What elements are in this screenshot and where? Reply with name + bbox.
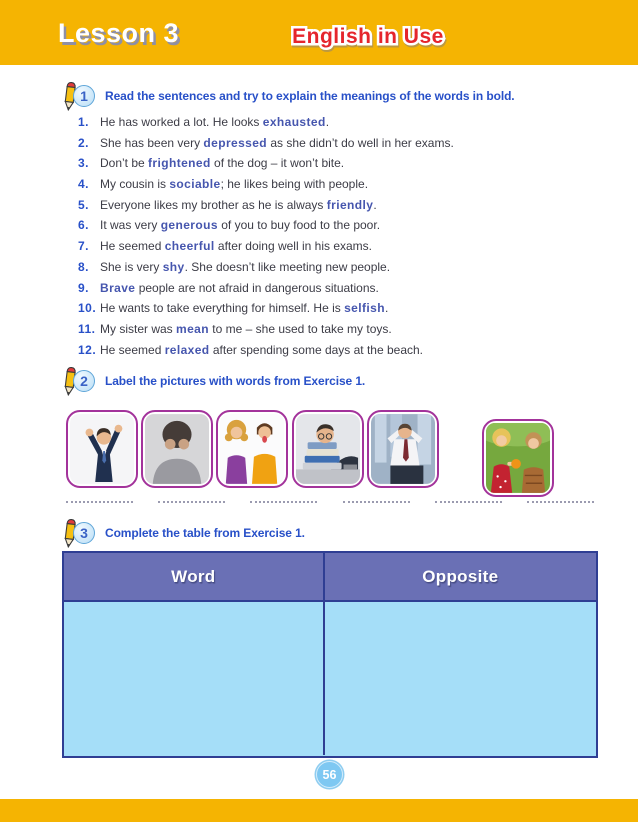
photo-cheering-man [66,410,138,488]
table-header-word: Word [64,553,325,600]
vocab-word-bold: sociable [169,177,221,192]
vocab-word-bold: shy [162,259,185,274]
vocab-word-bold: exhausted [262,115,326,129]
sentence-number: 7. [78,239,90,254]
sentence-item: 11. My sister was mean to me – she used to take my toys. [0,319,638,340]
label-blank-4[interactable] [343,494,410,503]
photo-depressed-person [141,410,213,488]
sentence-list [0,112,638,360]
sentence-item: 2. She has been very depressed as she didn’t do well in her exams. [0,133,638,154]
exercise-instruction: Complete the table from Exercise 1. [105,526,305,540]
vocab-word-bold: generous [160,218,218,233]
exercise-2-heading [62,367,365,395]
table-header-row [64,553,596,602]
table-cell-opposite[interactable] [325,602,596,755]
exercise-1-heading [62,82,515,110]
exercise-instruction: Label the pictures with words from Exercise 1. [105,374,366,388]
sentence-number: 1. [78,115,90,129]
exercise-3-heading [62,519,305,547]
vocab-word-bold: frightened [148,156,211,171]
sentence-item: 10. He wants to take everything for himself. He is selfish. [0,298,638,319]
photo-kids-sharing-fruit [482,419,554,497]
page-number-badge: 56 [316,761,343,788]
sentence-number: 10. [78,301,97,316]
photo-teasing-kids [216,410,288,488]
sentence-item: 4. My cousin is sociable; he likes being with people. [0,174,638,195]
vocab-word-bold: selfish [344,301,385,316]
sentence-number: 2. [78,135,90,150]
lesson-title: Lesson 3 [58,18,180,48]
sentence-number: 12. [78,342,97,357]
vocab-word-bold: Brave [100,280,136,295]
vocab-word-bold: cheerful [164,239,215,254]
sentence-item: 1. He has worked a lot. He looks exhausted. [0,112,638,133]
word-opposite-table [62,551,598,758]
sentence-item: 12. He seemed relaxed after spending some days at the beach. [0,340,638,361]
exercise-number-badge: 2 [73,370,95,392]
picture-label-blanks [66,494,594,503]
label-blank-5[interactable] [435,494,502,503]
sentence-item: 8. She is very shy. She doesn’t like meeting new people. [0,257,638,278]
vocab-word-bold: friendly [326,197,374,212]
photo-exhausted-man-on-books [292,410,364,488]
vocab-word-bold: depressed [203,135,268,150]
sentence-item: 3. Don’t be frightened of the dog – it won’t bite. [0,153,638,174]
sentence-number: 4. [78,177,90,192]
exercise-instruction: Read the sentences and try to explain the meanings of the words in bold. [105,89,515,103]
label-blank-3[interactable] [250,494,317,503]
sentence-number: 11. [78,321,96,336]
sentence-item: 5. Everyone likes my brother as he is always friendly. [0,195,638,216]
table-cell-word[interactable] [64,602,325,755]
exercise-number-badge: 1 [73,85,95,107]
sentence-item: 6. It was very generous of you to buy food to the poor. [0,215,638,236]
vocab-word-bold: mean [176,321,209,336]
sentence-number: 8. [78,259,90,274]
header-band [0,0,638,65]
book-section-wrap [238,25,498,49]
book-section-title: English in Use English in Use [292,25,444,49]
vocab-word-bold: relaxed [164,342,210,357]
table-header-opposite: Opposite [422,566,499,586]
sentence-number: 3. [78,156,90,171]
label-blank-6[interactable] [527,494,594,503]
sentence-item: 9. Brave people are not afraid in dangerous situations. [0,278,638,299]
label-blank-2[interactable] [158,494,225,503]
exercise-number-badge: 3 [73,522,95,544]
sentence-number: 6. [78,218,90,233]
photo-relaxed-man [367,410,439,488]
footer-band [0,799,638,822]
sentence-number: 5. [78,197,90,212]
sentence-item: 7. He seemed cheerful after doing well in his exams. [0,236,638,257]
table-body-row [64,602,596,755]
label-blank-1[interactable] [66,494,133,503]
sentence-number: 9. [78,280,90,295]
